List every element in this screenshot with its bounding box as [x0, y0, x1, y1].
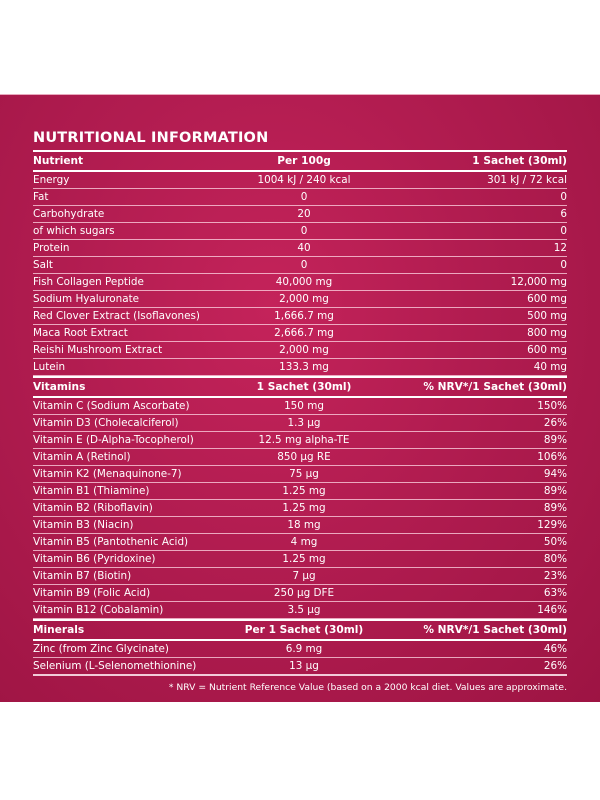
nutrient-amount: 850 µg RE	[277, 451, 331, 463]
nutrient-amount: 18 mg	[287, 519, 321, 531]
column-header: Nutrient	[33, 155, 84, 167]
nutrients-body	[33, 172, 567, 376]
table-row	[33, 641, 567, 658]
nutrient-amount: 75 µg	[289, 468, 319, 480]
table-row	[33, 240, 567, 257]
nutrient-name: Protein	[33, 242, 70, 254]
nutrient-amount: 12.5 mg alpha-TE	[258, 434, 350, 446]
nutrient-value: 0	[560, 225, 567, 237]
nutrient-value: 94%	[543, 468, 567, 480]
table-row	[33, 223, 567, 240]
nutrient-value: 89%	[543, 502, 567, 514]
table-row	[33, 398, 567, 415]
nutrient-value: 12	[553, 242, 567, 254]
nutrient-amount: 20	[297, 208, 311, 220]
nutrient-amount: 0	[300, 191, 308, 203]
nutrient-name: Vitamin E (D-Alpha-Tocopherol)	[33, 434, 194, 446]
table-row	[33, 466, 567, 483]
table-row	[33, 658, 567, 676]
nutrient-value: 89%	[543, 434, 567, 446]
nutrient-amount: 6.9 mg	[285, 643, 323, 655]
nutrient-amount: 3.5 µg	[287, 604, 321, 616]
nutrient-name: Reishi Mushroom Extract	[33, 344, 163, 356]
table-row	[33, 551, 567, 568]
column-header: 1 Sachet (30ml)	[472, 155, 567, 167]
nutrient-name: Vitamin B6 (Pyridoxine)	[33, 553, 156, 565]
nutrient-value: 301 kJ / 72 kcal	[487, 174, 567, 186]
nutrient-name: Vitamin B3 (Niacin)	[33, 519, 134, 531]
table-row	[33, 308, 567, 325]
page-title: NUTRITIONAL INFORMATION	[33, 130, 269, 146]
table-row	[33, 517, 567, 534]
minerals-header-row	[33, 619, 567, 641]
table-row	[33, 500, 567, 517]
table-row	[33, 257, 567, 274]
nutrient-value: 80%	[543, 553, 567, 565]
nutrient-name: Vitamin C (Sodium Ascorbate)	[33, 400, 190, 412]
table-row	[33, 568, 567, 585]
nutrient-name: Vitamin B12 (Cobalamin)	[33, 604, 164, 616]
table-row	[33, 291, 567, 308]
nutrient-amount: 4 mg	[290, 536, 318, 548]
table-row	[33, 325, 567, 342]
table-row	[33, 432, 567, 449]
nutrient-amount: 13 µg	[289, 660, 319, 672]
nutrient-name: Sodium Hyaluronate	[33, 293, 140, 305]
nutrient-name: Vitamin B5 (Pantothenic Acid)	[33, 536, 189, 548]
column-header: % NRV*/1 Sachet (30ml)	[423, 624, 567, 636]
nutrient-amount: 1.25 mg	[282, 485, 326, 497]
nutrient-value: 800 mg	[527, 327, 567, 339]
nutrient-amount: 150 mg	[284, 400, 324, 412]
nutrient-amount: 1.25 mg	[282, 553, 326, 565]
nutrient-name: Vitamin B7 (Biotin)	[33, 570, 132, 582]
nutrient-value: 63%	[543, 587, 567, 599]
nutrient-amount: 2,000 mg	[279, 293, 329, 305]
nutrient-value: 106%	[537, 451, 567, 463]
vitamins-header-row	[33, 376, 567, 398]
nutrient-amount: 1,666.7 mg	[274, 310, 334, 322]
nutrient-amount: 40	[297, 242, 311, 254]
nutrient-value: 0	[560, 191, 567, 203]
nutrient-amount: 2,666.7 mg	[274, 327, 334, 339]
nutrient-value: 0	[560, 259, 567, 271]
nutrition-panel	[0, 94, 600, 702]
nutrient-value: 23%	[543, 570, 567, 582]
column-header: Per 100g	[277, 155, 331, 167]
nutrient-amount: 7 µg	[292, 570, 316, 582]
table-row	[33, 189, 567, 206]
nutrient-name: Vitamin K2 (Menaquinone-7)	[33, 468, 182, 480]
nutrient-value: 146%	[537, 604, 567, 616]
footnote: * NRV = Nutrient Reference Value (based on a 2000 kcal diet. Values are approximate.	[168, 682, 567, 693]
nutrient-value: 600 mg	[527, 293, 567, 305]
nutrient-name: Selenium (L-Selenomethionine)	[33, 660, 197, 672]
column-header: Vitamins	[33, 381, 86, 393]
nutrient-value: 12,000 mg	[510, 276, 567, 288]
column-header: Per 1 Sachet (30ml)	[244, 624, 364, 636]
table-row	[33, 359, 567, 376]
nutrient-name: of which sugars	[33, 225, 115, 237]
table-row	[33, 274, 567, 291]
nutrient-amount: 40,000 mg	[275, 276, 333, 288]
nutrients-header-row	[33, 150, 567, 172]
nutrient-value: 26%	[543, 417, 567, 429]
nutrient-value: 150%	[537, 400, 567, 412]
nutrient-amount: 133.3 mg	[279, 361, 329, 373]
nutrient-value: 6	[560, 208, 567, 220]
vitamins-body	[33, 398, 567, 619]
table-row	[33, 342, 567, 359]
nutrition-table	[33, 150, 567, 693]
nutrient-amount: 2,000 mg	[279, 344, 329, 356]
nutrient-name: Vitamin A (Retinol)	[33, 451, 131, 463]
nutrient-name: Carbohydrate	[33, 208, 105, 220]
table-row	[33, 602, 567, 619]
nutrient-name: Vitamin B1 (Thiamine)	[33, 485, 150, 497]
nutrient-name: Zinc (from Zinc Glycinate)	[33, 643, 169, 655]
nutrient-value: 26%	[543, 660, 567, 672]
nutrient-name: Salt	[33, 259, 53, 271]
nutrient-value: 50%	[543, 536, 567, 548]
nutrient-name: Lutein	[33, 361, 66, 373]
nutrient-amount: 1.3 µg	[287, 417, 321, 429]
nutrient-value: 89%	[543, 485, 567, 497]
table-row	[33, 449, 567, 466]
nutrient-value: 40 mg	[533, 361, 567, 373]
nutrient-name: Vitamin D3 (Cholecalciferol)	[33, 417, 179, 429]
nutrient-amount: 250 µg DFE	[273, 587, 335, 599]
nutrient-amount: 0	[300, 225, 308, 237]
nutrient-name: Vitamin B2 (Riboflavin)	[33, 502, 153, 514]
column-header: % NRV*/1 Sachet (30ml)	[423, 381, 567, 393]
nutrient-name: Fish Collagen Peptide	[33, 276, 144, 288]
nutrient-value: 46%	[543, 643, 567, 655]
nutrient-name: Maca Root Extract	[33, 327, 128, 339]
nutrient-name: Red Clover Extract (Isoflavones)	[33, 310, 200, 322]
nutrient-amount: 0	[300, 259, 308, 271]
column-header: 1 Sachet (30ml)	[256, 381, 352, 393]
minerals-body	[33, 641, 567, 676]
table-row	[33, 172, 567, 189]
table-row	[33, 534, 567, 551]
nutrient-amount: 1.25 mg	[282, 502, 326, 514]
nutrient-amount: 1004 kJ / 240 kcal	[257, 174, 351, 186]
table-row	[33, 415, 567, 432]
nutrient-name: Energy	[33, 174, 70, 186]
table-row	[33, 206, 567, 223]
nutrient-value: 600 mg	[527, 344, 567, 356]
nutrient-value: 129%	[537, 519, 567, 531]
nutrient-value: 500 mg	[527, 310, 567, 322]
column-header: Minerals	[33, 624, 85, 636]
nutrient-name: Vitamin B9 (Folic Acid)	[33, 587, 151, 599]
table-row	[33, 585, 567, 602]
table-row	[33, 483, 567, 500]
nutrient-name: Fat	[33, 191, 49, 203]
